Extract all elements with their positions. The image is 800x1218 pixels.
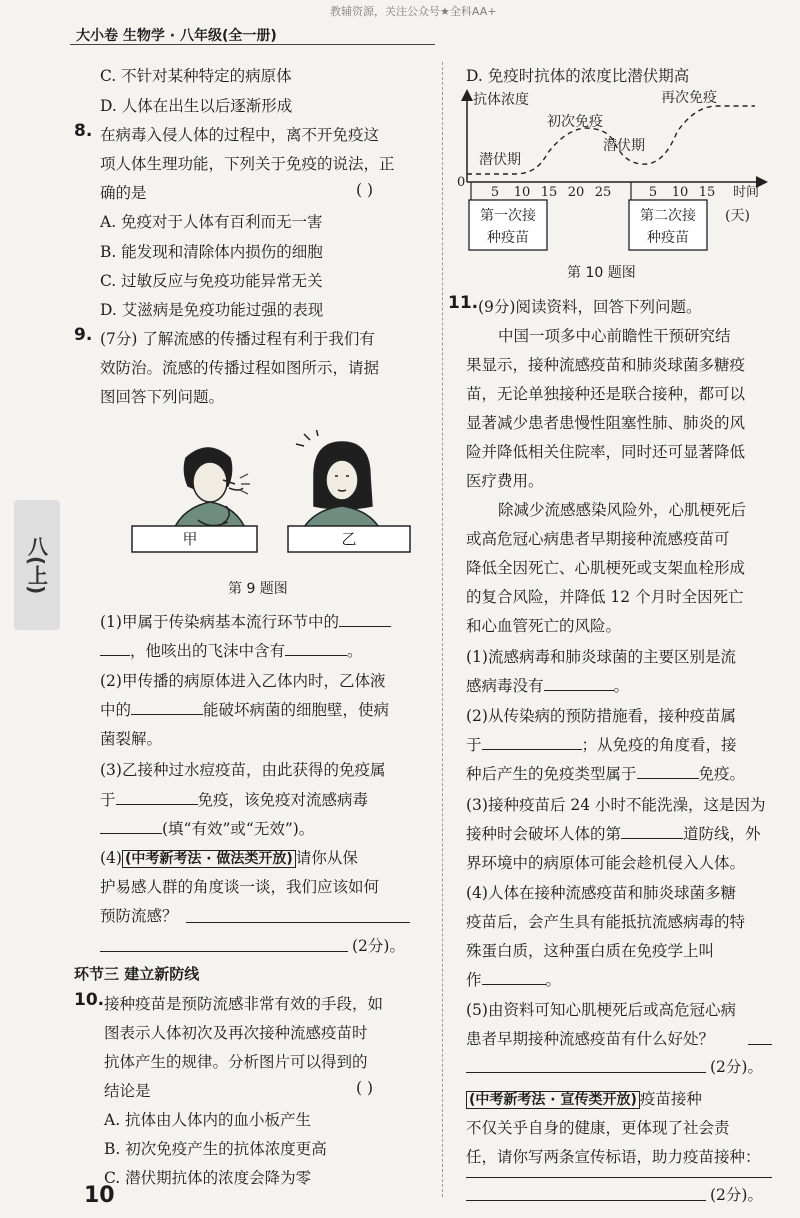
- figure-9-illustration: [128, 430, 413, 560]
- origin-label: 0: [457, 175, 466, 190]
- q11-6-line2: 不仅关乎自身的健康，更体现了社会责: [466, 1119, 730, 1137]
- q8-option-b: B. 能发现和清除体内损伤的细胞: [100, 243, 323, 261]
- q11-5-line2: 患者早期接种流感疫苗有什么好处？: [466, 1030, 715, 1048]
- box1-line2: 种疫苗: [487, 230, 529, 246]
- box1-line1: 第一次接: [480, 208, 536, 224]
- q9-3-text-post: 免疫，该免疫对流感病毒: [197, 791, 369, 809]
- y-axis-label: 抗体浓度: [473, 92, 529, 108]
- q9-2-blank[interactable]: [131, 700, 203, 715]
- q11-6-score: (2分)。: [710, 1186, 763, 1204]
- q9-4-tag: (中考新考法 · 做法类开放): [122, 850, 296, 868]
- section-3-heading: 环节三 建立新防线: [74, 965, 200, 983]
- q11-5-line1: (5)由资料可知心肌梗死后或高危冠心病: [466, 1001, 736, 1019]
- q9-1-blank-2[interactable]: [285, 641, 347, 656]
- q9-stem-line3: 图回答下列问题。: [100, 388, 225, 406]
- q11-1-blank[interactable]: [544, 676, 614, 691]
- q9-1-blank-1[interactable]: [339, 612, 391, 627]
- q9-2-line3: 菌裂解。: [100, 730, 163, 748]
- first-tick-15: 15: [540, 185, 558, 200]
- first-tick-10: 10: [513, 185, 531, 200]
- reading-p1-line5: 险并降低相关住院率，同时还可显著降低: [466, 443, 746, 461]
- q9-number: 9.: [74, 325, 93, 345]
- q10-stem-line3: 抗体产生的规律。分析图片可以得到的: [104, 1053, 368, 1071]
- q10-stem-line2: 图表示人体初次及再次接种流感疫苗时: [104, 1024, 368, 1042]
- q11-1-line2: [466, 674, 629, 696]
- q11-2-text-post: ；从免疫的角度看，接: [581, 736, 737, 754]
- q10-option-d: D. 免疫时抗体的浓度比潜伏期高: [466, 67, 690, 85]
- box2-line1: 第二次接: [640, 208, 696, 224]
- q8-stem-line3: 确的是: [100, 184, 147, 202]
- q9-1-blank-1-cont[interactable]: [100, 641, 130, 656]
- q11-1-text-pre: 感病毒没有: [466, 677, 544, 695]
- q11-5-score: (2分)。: [710, 1058, 763, 1076]
- reading-p2-line1: 除减少流感感染风险外，心肌梗死后: [498, 501, 747, 519]
- figure-10-caption: 第 10 题图: [567, 265, 636, 281]
- q11-6-tag: (中考新考法 · 宣传类开放): [466, 1091, 640, 1109]
- q11-3-line2: [466, 822, 761, 844]
- q11-number: 11.: [448, 293, 479, 313]
- first-tick-20: 20: [567, 185, 585, 200]
- q9-2-text-post: 能破坏病菌的细胞壁，使病: [203, 701, 390, 719]
- column-divider: [442, 62, 443, 1197]
- q10-option-a: A. 抗体由人体内的血小板产生: [104, 1111, 312, 1129]
- first-tick-25: 25: [594, 185, 612, 200]
- label-jia: 甲: [182, 530, 198, 548]
- unit-label: (天): [725, 208, 750, 224]
- reading-p2-line3: 降低全因死亡、心肌梗死或支架血栓形成: [466, 559, 746, 577]
- q8-option-d: D. 艾滋病是免疫功能过强的表现: [100, 301, 324, 319]
- q9-4-text-post: 请你从保: [295, 849, 358, 867]
- q11-2-blank-2[interactable]: [637, 764, 699, 779]
- q9-4-line1: [100, 846, 358, 868]
- q8-stem-line1: 在病毒入侵人体的过程中，离不开免疫这: [100, 126, 380, 144]
- q11-6-answer-line-2[interactable]: [466, 1200, 706, 1201]
- q9-3-line1: (3)乙接种过水痘疫苗，由此获得的免疫属: [100, 761, 386, 779]
- q8-option-c: C. 过敏反应与免疫功能异常无关: [100, 272, 323, 290]
- watermark: 教辅资源，关注公众号★全科AA+: [330, 5, 497, 18]
- reading-p1-line4: 显著减少患者患慢性阻塞性肺、肺炎的风: [466, 414, 746, 432]
- q9-3-text-c: (填“有效”或“无效”)。: [162, 820, 315, 838]
- q11-2-text-c-pre: 种后产生的免疫类型属于: [466, 765, 637, 783]
- q7-option-d: D. 人体在出生以后逐渐形成: [100, 97, 293, 115]
- q8-option-a: A. 免疫对于人体有百利而无一害: [100, 213, 323, 231]
- second-tick-5: 5: [648, 185, 658, 200]
- label-yi: 乙: [341, 530, 357, 548]
- q7-option-c: C. 不针对某种特定的病原体: [100, 67, 292, 85]
- q11-2-line1: (2)从传染病的预防措施看，接种疫苗属: [466, 707, 736, 725]
- second-tick-15: 15: [698, 185, 716, 200]
- q11-6-line3: 任，请你写两条宣传标语，助力疫苗接种：: [466, 1148, 761, 1166]
- reading-p1-line3: 苗，无论单独接种还是联合接种，都可以: [466, 385, 746, 403]
- q9-1-text-b: ，他咳出的飞沫中含有: [130, 642, 286, 660]
- q8-answer-paren: ( ): [356, 181, 374, 199]
- q9-1-text-a: (1)甲属于传染病基本流行环节中的: [100, 613, 339, 631]
- q9-4-line3: 预防流感？: [100, 907, 178, 925]
- reading-p2-line5: 和心血管死亡的风险。: [466, 617, 622, 635]
- header-rule: [70, 44, 435, 45]
- q11-5-answer-line-1[interactable]: [748, 1044, 772, 1045]
- second-tick-group: [649, 185, 715, 200]
- q11-1-line1: (1)流感病毒和肺炎球菌的主要区别是流: [466, 648, 736, 666]
- first-tick-group: [491, 185, 611, 200]
- q11-3-line3: 界环境中的病原体可能会趁机侵入人体。: [466, 854, 746, 872]
- reading-p1-line6: 医疗费用。: [466, 472, 544, 490]
- q11-1-text-post: 。: [613, 677, 630, 695]
- q11-4-line4: [466, 968, 561, 990]
- annotation-secondary: 再次免疫: [661, 90, 717, 106]
- q10-option-c: C. 潜伏期抗体的浓度会降为零: [104, 1169, 312, 1187]
- reading-p1-line2: 果显示，接种流感疫苗和肺炎球菌多糖疫: [466, 356, 746, 374]
- q11-3-text-pre: 接种时会破坏人体的第: [466, 825, 622, 843]
- q11-4-text-pre: 作: [466, 971, 482, 989]
- q11-4-text-post: 。: [545, 971, 562, 989]
- box2-line2: 种疫苗: [647, 230, 689, 246]
- q10-option-b: B. 初次免疫产生的抗体浓度更高: [104, 1140, 327, 1158]
- q10-stem-line1: 接种疫苗是预防流感非常有效的手段，如: [104, 995, 384, 1013]
- q9-4-answer-line-1[interactable]: [186, 922, 410, 923]
- q11-2-text-c-post: 免疫。: [698, 765, 746, 783]
- x-axis-label-time: 时间: [733, 185, 760, 200]
- q9-1-line1: [100, 610, 391, 632]
- q11-2-line3: [466, 762, 745, 784]
- figure-10-chart: [455, 88, 775, 260]
- page-number: 10: [84, 1183, 115, 1208]
- reading-p2-line4: 的复合风险，并降低 12 个月时全因死亡: [466, 588, 744, 606]
- q11-3-blank[interactable]: [621, 824, 683, 839]
- figure-9-caption: 第 9 题图: [228, 581, 288, 597]
- reading-p1-line1: 中国一项多中心前瞻性干预研究结: [498, 327, 731, 345]
- q11-2-text-pre: 于: [466, 736, 482, 754]
- q8-stem-line2: 项人体生理功能，下列关于免疫的说法，正: [100, 155, 395, 173]
- annotation-latent-1: 潜伏期: [479, 152, 521, 168]
- q11-2-line2: [466, 733, 737, 755]
- q9-1-text-end: 。: [347, 642, 363, 660]
- annotation-latent-2: 潜伏期: [603, 138, 645, 154]
- q11-5-answer-line-2[interactable]: [466, 1072, 706, 1073]
- reading-p2-line2: 或高危冠心病患者早期接种流感疫苗可: [466, 530, 730, 548]
- q11-4-line3: 殊蛋白质，这种蛋白质在免疫学上叫: [466, 942, 715, 960]
- q11-6-line1: [466, 1087, 702, 1109]
- q11-6-answer-line-1[interactable]: [466, 1177, 772, 1178]
- q11-4-line1: (4)人体在接种流感疫苗和肺炎球菌多糖: [466, 884, 736, 902]
- q9-1-line2: [100, 639, 363, 661]
- q11-6-text-post: 疫苗接种: [639, 1090, 702, 1108]
- annotation-primary: 初次免疫: [547, 114, 603, 130]
- q9-4-answer-line-2[interactable]: [100, 951, 348, 952]
- q9-3-line3: [100, 817, 314, 839]
- q11-3-text-post: 道防线，外: [683, 825, 761, 843]
- q8-number: 8.: [74, 121, 93, 141]
- q11-intro: (9分)阅读资料，回答下列问题。: [478, 298, 702, 316]
- q9-2-line1: (2)甲传播的病原体进入乙体内时，乙体液: [100, 672, 386, 690]
- q9-3-blank-1[interactable]: [116, 790, 198, 805]
- q9-4-line2: 护易感人群的角度谈一谈，我们应该如何: [100, 878, 380, 896]
- q10-number: 10.: [74, 990, 105, 1010]
- q9-3-line2: [100, 788, 368, 810]
- q9-2-text-pre: 中的: [100, 701, 132, 719]
- q10-answer-paren: ( ): [356, 1079, 374, 1097]
- first-tick-5: 5: [490, 185, 500, 200]
- q9-3-text-pre: 于: [100, 791, 116, 809]
- side-tab: 八(上): [14, 500, 60, 630]
- q11-3-line1: (3)接种疫苗后 24 小时不能洗澡，这是因为: [466, 796, 766, 814]
- q11-2-blank-1[interactable]: [482, 735, 582, 750]
- q9-3-blank-2[interactable]: [100, 819, 162, 834]
- q9-4-score: (2分)。: [352, 937, 405, 955]
- book-title: 大小卷 生物学 · 八年级(全一册): [76, 28, 277, 44]
- q9-4-prefix: (4): [100, 849, 122, 867]
- q9-stem-line1: (7分) 了解流感的传播过程有利于我们有: [100, 330, 375, 348]
- q11-4-line2: 疫苗后，会产生具有能抵抗流感病毒的特: [466, 913, 746, 931]
- q10-stem-line4: 结论是: [104, 1082, 151, 1100]
- q9-stem-line2: 效防治。流感的传播过程如图所示，请据: [100, 359, 380, 377]
- second-tick-10: 10: [671, 185, 689, 200]
- q11-4-blank[interactable]: [482, 970, 546, 985]
- q9-2-line2: [100, 698, 389, 720]
